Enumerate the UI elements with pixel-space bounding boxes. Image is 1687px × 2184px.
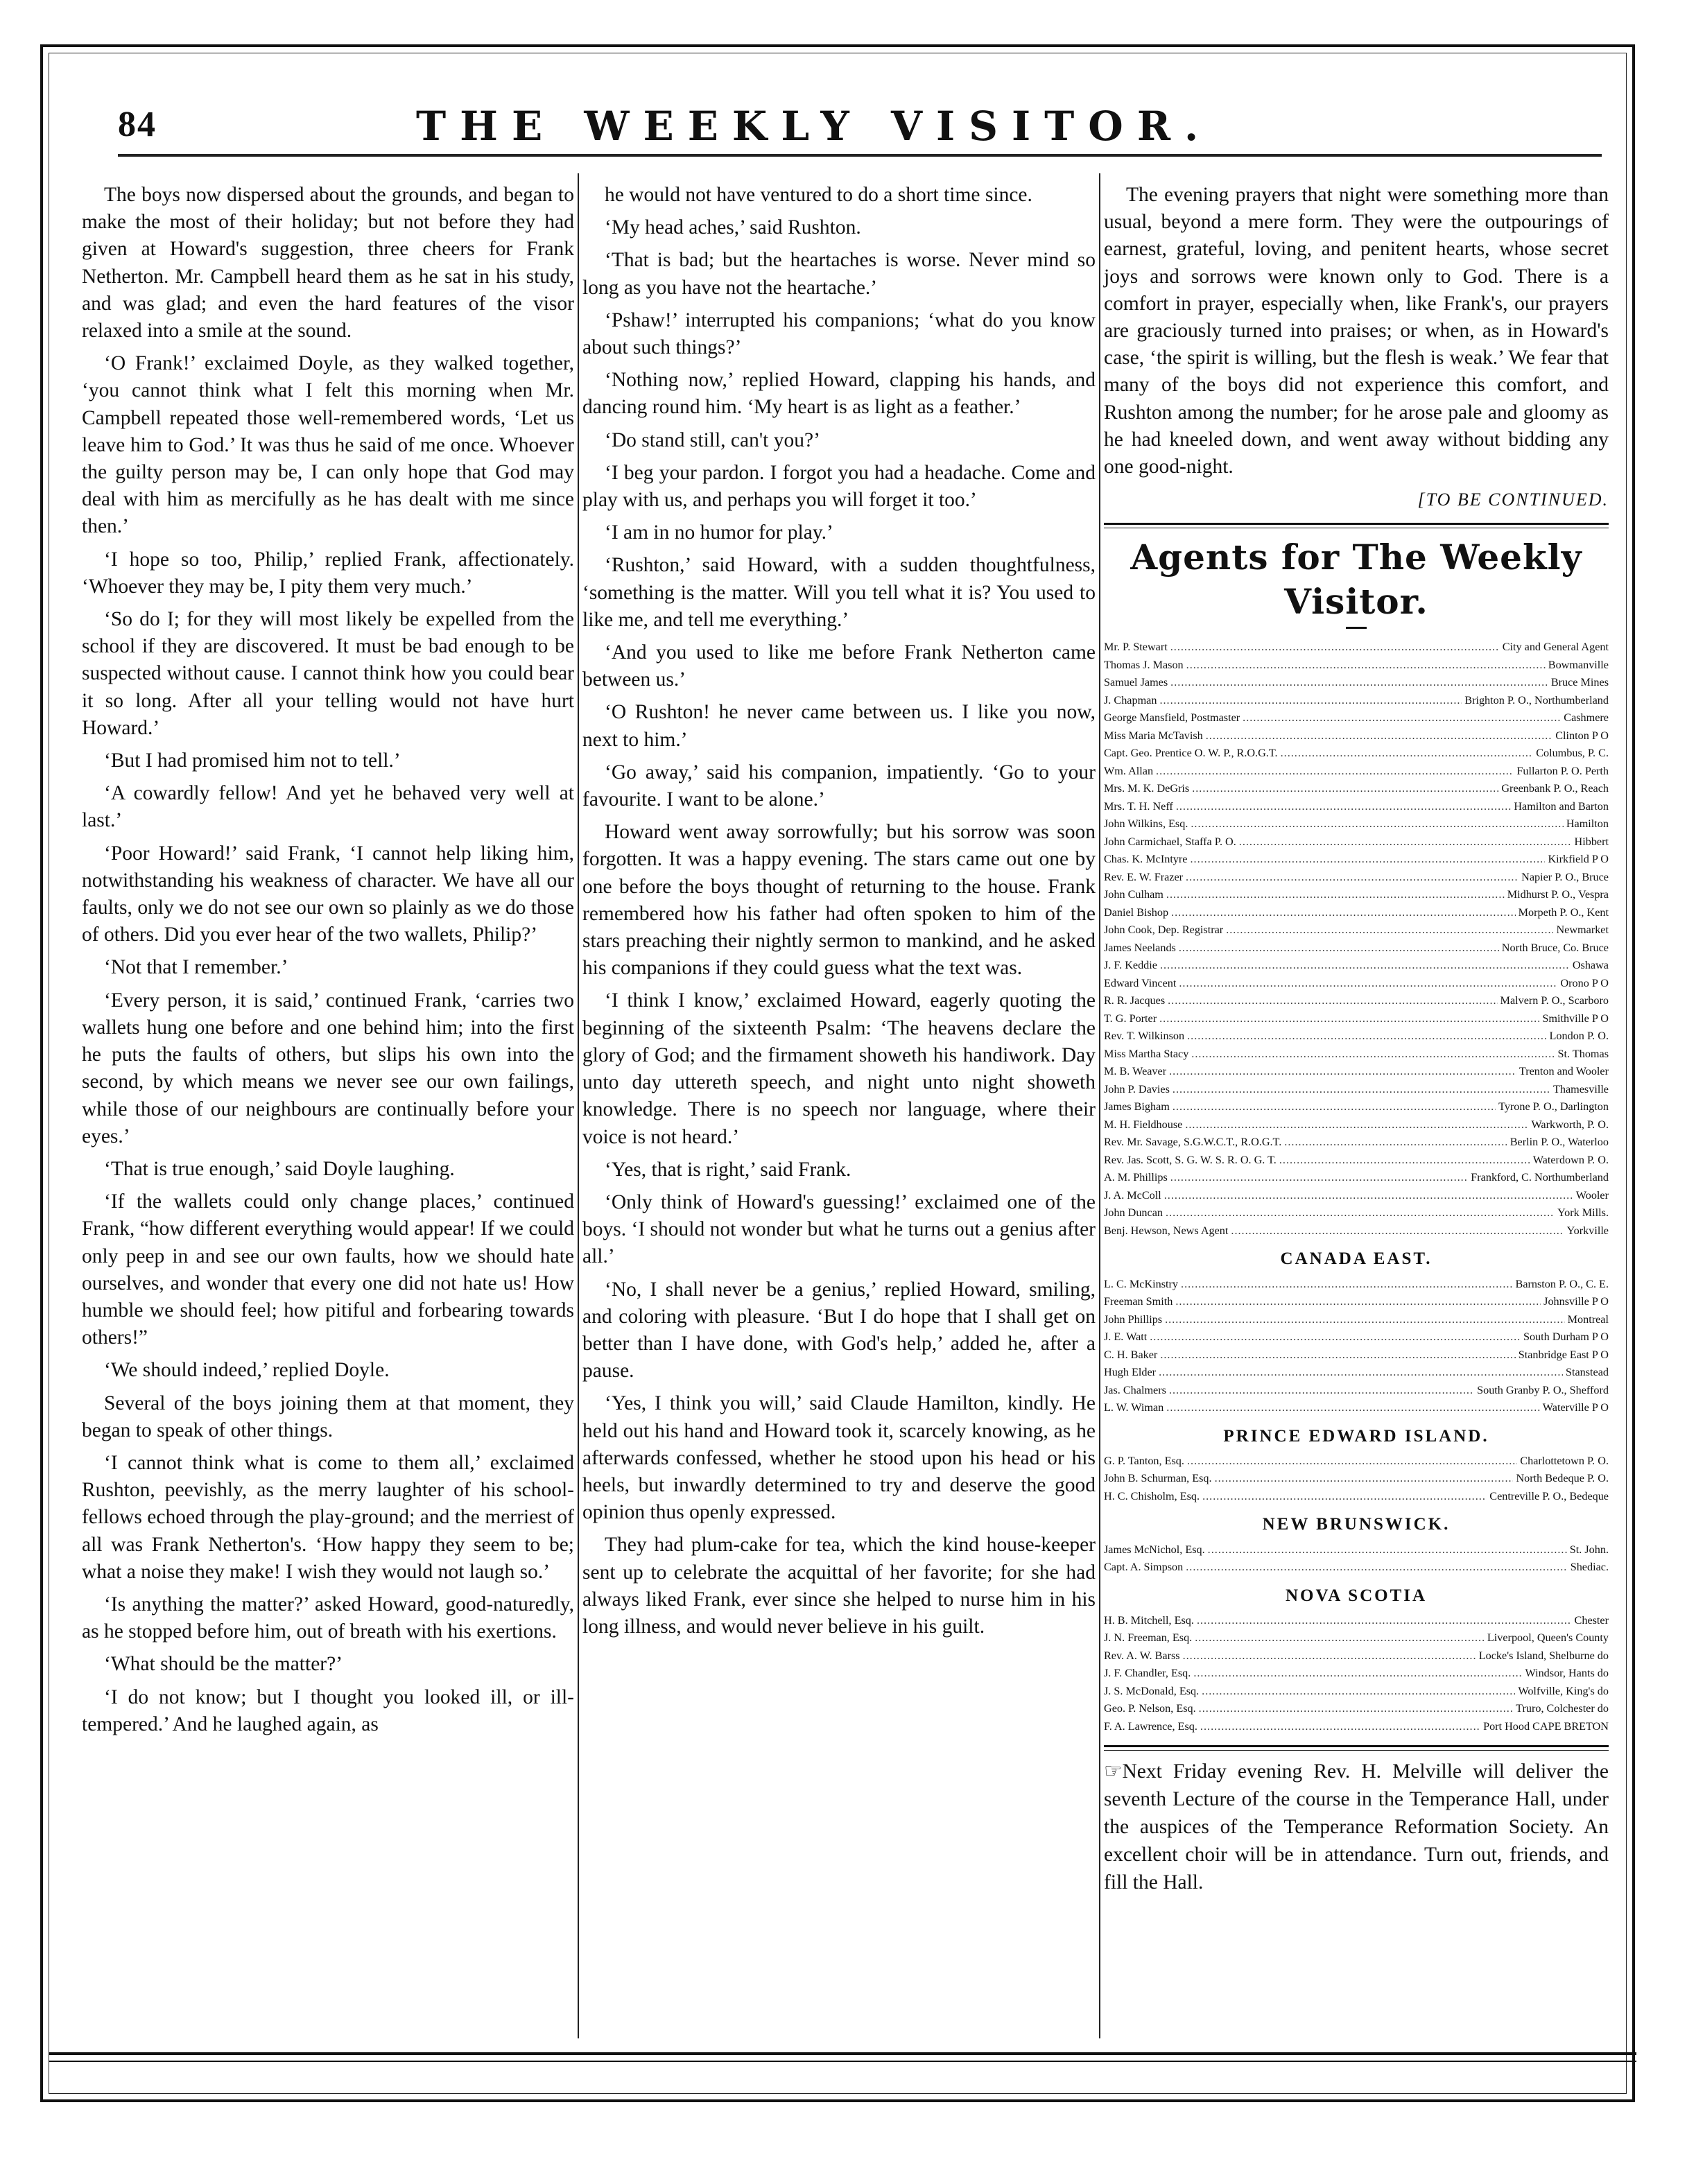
agent-row [1104, 1276, 1609, 1294]
agent-name: Rev. T. Wilkinson [1104, 1030, 1185, 1043]
agent-location: Kirkfield P O [1548, 853, 1609, 866]
agent-name: J. Chapman [1104, 693, 1157, 707]
agent-row [1104, 1488, 1609, 1506]
agent-row [1104, 939, 1609, 957]
leader-dots [1284, 1134, 1507, 1152]
leader-dots [1187, 1453, 1517, 1471]
agent-row [1104, 1169, 1609, 1187]
agent-location: Montreal [1567, 1312, 1609, 1326]
divider [1346, 627, 1367, 629]
agent-location: Bruce Mines [1550, 676, 1609, 689]
paragraph: ‘And you used to like me before Frank Netherton came between us.’ [582, 641, 1096, 691]
leader-dots [1176, 798, 1512, 816]
agent-row [1104, 709, 1609, 727]
agent-location: Waterdown P. O. [1532, 1153, 1609, 1166]
paragraph: The evening prayers that night were something more than usual, beyond a mere form. They were the outpourings of earnest, grateful, loving, and penitent hearts, whose secret joys and sorrows were known only to God. There is a comfort in prayer, especially when, like Frank's, our prayers are graciously turned into praises; or when, as in Howard's case, ‘the spirit is willing, but the flesh is weak.’ We fear that many of the boys did not experience this comfort, and Rushton among the number; for he arose pale and gloomy as he had kneeled down, and went away without bidding any one good-night. [1104, 184, 1609, 478]
agent-location: Columbus, P. C. [1536, 747, 1609, 760]
leader-dots [1164, 1187, 1573, 1205]
agent-row [1104, 992, 1609, 1010]
agent-name: Mr. P. Stewart [1104, 641, 1168, 654]
agent-row [1104, 1152, 1609, 1170]
agent-location: North Bruce, Co. Bruce [1501, 941, 1609, 954]
agent-row [1104, 815, 1609, 833]
leader-dots [1202, 1488, 1487, 1506]
leader-dots [1159, 1010, 1539, 1028]
region-heading: PRINCE EDWARD ISLAND. [1223, 1426, 1489, 1446]
region-heading: NEW BRUNSWICK. [1262, 1515, 1451, 1534]
agent-name: Miss Martha Stacy [1104, 1047, 1189, 1060]
header-rule [118, 154, 1602, 157]
right-column [1104, 182, 1609, 1896]
agent-location: Trenton and Wooler [1519, 1065, 1609, 1078]
agent-name: Mrs. T. H. Neff [1104, 799, 1173, 813]
agent-name: M. H. Fieldhouse [1104, 1118, 1183, 1131]
agent-name: Jas. Chalmers [1104, 1383, 1166, 1396]
agent-name: Rev. A. W. Barss [1104, 1649, 1180, 1662]
leader-dots [1168, 992, 1497, 1010]
paragraph: They had plum-cake for tea, which the kind house-keeper sent up to celebrate the acquittal of her favorite; for she had always liked Frank, ever since she helped to nurse him in his long illness, and would never believe in his guilt. [582, 1534, 1096, 1638]
agent-location: Orono P O [1560, 976, 1609, 989]
agent-location: Yorkville [1566, 1224, 1609, 1237]
paragraph: ‘Nothing now,’ replied Howard, clapping his hands, and dancing round him. ‘My heart is as light as a feather.’ [582, 369, 1096, 419]
paragraph: ‘Pshaw!’ interrupted his companions; ‘what do you know about such things?’ [582, 309, 1096, 359]
divider [1104, 523, 1609, 528]
agent-location: South Durham P O [1523, 1331, 1609, 1344]
leader-dots [1191, 815, 1563, 833]
leader-dots [1179, 939, 1499, 957]
agent-location: Oshawa [1572, 959, 1609, 972]
paragraph: ‘Yes, I think you will,’ said Claude Hamilton, kindly. He held out his hand and Howard took it, scarcely knowing, as he afterwards confessed, whether he stood upon his head or his heels, but inwardly determined to try and deserve the good opinion thus openly expressed. [582, 1392, 1096, 1524]
agent-name: H. C. Chisholm, Esq. [1104, 1489, 1200, 1502]
paragraph: ‘If the wallets could only change places,’ continued Frank, “how different everything would appear! If we could only peep in and see our own faults, how we should hate ourselves, and wonder that every one did not hate us! How humble we should feel; how pitiful and forbearing towards others!” [82, 1190, 574, 1349]
agent-location: Shediac. [1570, 1561, 1609, 1574]
agent-name: John Carmichael, Staffa P. O. [1104, 835, 1236, 848]
agent-row [1104, 1683, 1609, 1701]
paragraph: Several of the boys joining them at that moment, they began to speak of other things. [82, 1392, 574, 1441]
paragraph: ‘My head aches,’ said Rushton. [605, 216, 861, 239]
leader-dots [1202, 1683, 1515, 1701]
leader-dots [1166, 886, 1505, 904]
leader-dots [1170, 1169, 1469, 1187]
paragraph: ‘Do stand still, can't you?’ [605, 428, 820, 451]
paragraph: ‘Every person, it is said,’ continued Frank, ‘carries two wallets hung one before and one behind him; into the first he puts the faults of others, but slips his own into the second, by which means we never see our own failings, while those of our neighbours are continually before your eyes.’ [82, 989, 574, 1147]
agent-row [1104, 1647, 1609, 1665]
leader-dots [1281, 745, 1534, 763]
agent-row [1104, 869, 1609, 887]
leader-dots [1231, 1222, 1564, 1240]
agent-location: Thamesville [1552, 1082, 1609, 1095]
agent-location: Barnston P. O., C. E. [1515, 1277, 1609, 1290]
leader-dots [1191, 1046, 1555, 1064]
agent-name: John Cook, Dep. Registrar [1104, 924, 1224, 937]
paragraph: ‘We should indeed,’ replied Doyle. [104, 1359, 390, 1382]
agent-name: Rev. Jas. Scott, S. G. W. S. R. O. G. T. [1104, 1153, 1277, 1166]
agent-row [1104, 1453, 1609, 1471]
agent-location: Napier P. O., Bruce [1521, 870, 1609, 883]
paragraph: ‘Is anything the matter?’ asked Howard, good-naturedly, as he stopped before him, out of breath with his exertions. [82, 1593, 574, 1643]
agent-name: J. S. McDonald, Esq. [1104, 1684, 1200, 1697]
agent-row [1104, 1116, 1609, 1134]
agent-row [1104, 1718, 1609, 1736]
agent-row [1104, 1629, 1609, 1647]
agent-location: Frankford, C. Northumberland [1471, 1171, 1609, 1184]
agent-name: John Wilkins, Esq. [1104, 817, 1188, 831]
agent-name: J. E. Watt [1104, 1331, 1148, 1344]
leader-dots [1165, 1311, 1565, 1329]
agent-location: Tyrone P. O., Darlington [1498, 1100, 1609, 1113]
paragraph: ‘No, I shall never be a genius,’ replied Howard, smiling, and coloring with pleasure. ‘But I do hope that I shall get on better than I have done, with God's help,’ added he, after a pause. [582, 1278, 1096, 1383]
agent-row [1104, 1081, 1609, 1099]
leader-dots [1160, 957, 1570, 975]
agent-name: F. A. Lawrence, Esq. [1104, 1719, 1197, 1733]
agent-location: Morpeth P. O., Kent [1518, 905, 1609, 919]
agent-row [1104, 1204, 1609, 1222]
leader-dots [1193, 1665, 1522, 1683]
agent-name: J. A. McColl [1104, 1188, 1161, 1202]
leader-dots [1159, 692, 1462, 710]
agent-row [1104, 851, 1609, 869]
paragraph: ‘Go away,’ said his companion, impatiently. ‘Go to your favourite. I want to be alone.’ [582, 761, 1096, 811]
agents-pei [1104, 1453, 1609, 1506]
agent-name: Capt. A. Simpson [1104, 1561, 1184, 1574]
leader-dots [1173, 1098, 1496, 1116]
agent-row [1104, 1346, 1609, 1364]
agent-name: Wm. Allan [1104, 764, 1154, 777]
agent-row [1104, 886, 1609, 904]
paragraph: The boys now dispersed about the grounds, and began to make the most of their holiday; but not before they had given at Howard's suggestion, three cheers for Frank Netherton. Mr. Campbell heard them as he sat in his study, and was glad; and even the hard features of the visor relaxed into a smile at the sound. [82, 184, 574, 343]
leader-dots [1195, 1629, 1485, 1647]
agent-name: M. B. Weaver [1104, 1065, 1167, 1078]
agent-location: York Mills. [1557, 1206, 1609, 1220]
agent-location: Malvern P. O., Scarboro [1500, 994, 1609, 1007]
paragraph: ‘I hope so too, Philip,’ replied Frank, affectionately. ‘Whoever they may be, I pity them very much.’ [82, 548, 574, 598]
agent-name: James Neelands [1104, 941, 1176, 954]
leader-dots [1166, 1204, 1555, 1222]
leader-dots [1186, 869, 1519, 887]
column-rule [1099, 173, 1100, 2038]
page-header [118, 104, 1574, 166]
page-number: 84 [118, 105, 157, 144]
agent-name: Miss Maria McTavish [1104, 729, 1203, 742]
leader-dots [1208, 1541, 1567, 1559]
agent-row [1104, 1311, 1609, 1329]
agent-name: Freeman Smith [1104, 1295, 1173, 1308]
agent-location: Locke's Island, Shelburne do [1478, 1649, 1609, 1662]
agent-row [1104, 1010, 1609, 1028]
continued-notice: [TO BE CONTINUED. [1417, 489, 1609, 510]
agent-name: Samuel James [1104, 676, 1168, 689]
agents-nova-scotia [1104, 1612, 1609, 1736]
leader-dots [1226, 921, 1553, 939]
paragraph: ‘What should be the matter?’ [104, 1653, 343, 1676]
leader-dots [1175, 1293, 1541, 1311]
paragraph: ‘Rushton,’ said Howard, with a sudden thoughtfulness, ‘something is the matter. Will you tell what it is? You used to like me, and tell me everything.’ [582, 554, 1096, 631]
leader-dots [1181, 1276, 1513, 1294]
leader-dots [1206, 727, 1552, 745]
leader-dots [1150, 1328, 1521, 1346]
agent-name: J. F. Keddie [1104, 959, 1157, 972]
agent-name: James Bigham [1104, 1100, 1170, 1113]
agent-location: Stanstead [1565, 1366, 1609, 1379]
agent-name: Rev. E. W. Frazer [1104, 870, 1184, 883]
masthead-title: THE WEEKLY VISITOR. [416, 103, 1213, 150]
agent-row [1104, 1328, 1609, 1346]
leader-dots [1183, 1647, 1476, 1665]
bottom-rule [49, 2052, 1636, 2055]
agent-location: Hamilton [1566, 817, 1609, 831]
agent-row [1104, 1382, 1609, 1400]
agents-upper-canada [1104, 639, 1609, 1240]
paragraph: ‘I beg your pardon. I forgot you had a headache. Come and play with us, and perhaps you will forget it too.’ [582, 461, 1096, 512]
leader-dots [1239, 833, 1572, 851]
story-column-2 [582, 182, 1096, 1646]
agent-location: Port Hood CAPE BRETON [1483, 1719, 1609, 1733]
agent-row [1104, 1134, 1609, 1152]
agent-location: Smithville P O [1542, 1012, 1609, 1025]
agent-row [1104, 1222, 1609, 1240]
agent-location: Hibbert [1574, 835, 1609, 848]
agent-location: St. Thomas [1557, 1047, 1609, 1060]
agent-row [1104, 798, 1609, 816]
agent-row [1104, 1541, 1609, 1559]
agents-new-brunswick [1104, 1541, 1609, 1577]
agent-location: Newmarket [1556, 924, 1609, 937]
leader-dots [1156, 763, 1514, 781]
agent-name: John Phillips [1104, 1312, 1163, 1326]
agent-row [1104, 674, 1609, 692]
agent-location: London P. O. [1549, 1030, 1609, 1043]
leader-dots [1159, 1364, 1563, 1382]
agent-name: Edward Vincent [1104, 976, 1177, 989]
agent-row [1104, 833, 1609, 851]
leader-dots [1215, 1470, 1514, 1488]
paragraph: ‘I think I know,’ exclaimed Howard, eagerly quoting the beginning of the sixteenth Psalm: ‘The heavens declare the glory of God; and the firmament showeth his handiwork. Day unto day uttereth speech, and night unto night showeth knowledge. There is no speech nor language, where their voice is not heard.’ [582, 989, 1096, 1148]
paragraph: ‘O Rushton! he never came between us. I like you now, next to him.’ [582, 701, 1096, 751]
paragraph: ‘O Frank!’ exclaimed Doyle, as they walked together, ‘you cannot think what I felt this morning when Mr. Campbell repeated those well-remembered words, ‘Let us leave him to God.’ It was thus he said of me once. Whoever the guilty person may be, I can only hope that God may deal with him as mercifully as he has dealt with me since then.’ [82, 352, 574, 538]
leader-dots [1169, 1063, 1516, 1081]
agent-location: St. John. [1569, 1543, 1609, 1556]
agent-location: Warkworth, P. O. [1531, 1118, 1609, 1131]
agent-name: Capt. Geo. Prentice O. W. P., R.O.G.T. [1104, 747, 1278, 760]
agents-title: Agents for The Weekly Visitor. [1130, 537, 1582, 623]
story-column-3 [1104, 182, 1609, 480]
agent-location: Greenbank P. O., Reach [1501, 782, 1609, 795]
agent-name: L. C. McKinstry [1104, 1277, 1179, 1290]
agent-row [1104, 1700, 1609, 1718]
leader-dots [1170, 674, 1548, 692]
region-heading: CANADA EAST. [1280, 1249, 1433, 1269]
paragraph: ‘Yes, that is right,’ said Frank. [605, 1158, 851, 1181]
agent-name: John Culham [1104, 888, 1163, 901]
leader-dots [1192, 780, 1498, 798]
agent-row [1104, 1187, 1609, 1205]
agent-name: Thomas J. Mason [1104, 658, 1184, 671]
paragraph: ‘I cannot think what is come to them all,’ exclaimed Rushton, peevishly, as the merry laughter of his school-fellows echoed through the play-ground; and the merriest of all was Frank Netherton's. ‘How happy they seem to be; what a noise they make! I wish they would not laugh so.’ [82, 1451, 574, 1583]
leader-dots [1169, 1382, 1474, 1400]
leader-dots [1185, 1116, 1528, 1134]
lecture-notice: ☞Next Friday evening Rev. H. Melville will deliver the seventh Lecture of the course in the Temperance Hall, under the auspices of the Temperance Reformation Society. An excellent choir will be in attendance. Turn out, friends, and fill the Hall. [1104, 1760, 1609, 1894]
agent-row [1104, 692, 1609, 710]
agent-row [1104, 904, 1609, 922]
agent-row [1104, 727, 1609, 745]
agent-location: Waterville P O [1542, 1401, 1609, 1414]
agent-name: George Mansfield, Postmaster [1104, 711, 1240, 725]
agent-location: Clinton P O [1555, 729, 1609, 742]
agent-name: Rev. Mr. Savage, S.G.W.C.T., R.O.G.T. [1104, 1136, 1282, 1149]
leader-dots [1166, 1399, 1540, 1417]
agent-row [1104, 1063, 1609, 1081]
agent-name: C. H. Baker [1104, 1348, 1158, 1361]
leader-dots [1186, 1559, 1567, 1577]
leader-dots [1186, 657, 1546, 675]
agent-name: T. G. Porter [1104, 1012, 1157, 1025]
agent-row [1104, 763, 1609, 781]
agent-location: Stanbridge East P O [1518, 1348, 1609, 1361]
agent-row [1104, 975, 1609, 993]
paragraph: ‘I do not know; but I thought you looked ill, or ill-tempered.’ And he laughed again, as [82, 1685, 574, 1735]
agent-name: John Duncan [1104, 1206, 1163, 1220]
agent-name: R. R. Jacques [1104, 994, 1166, 1007]
agent-location: Fullarton P. O. Perth [1516, 764, 1609, 777]
region-heading: NOVA SCOTIA [1285, 1586, 1428, 1605]
agent-name: Geo. P. Nelson, Esq. [1104, 1702, 1196, 1715]
agent-name: Mrs. M. K. DeGris [1104, 782, 1190, 795]
paragraph: ‘Not that I remember.’ [104, 956, 288, 979]
agent-name: Chas. K. McIntyre [1104, 853, 1188, 866]
agent-row [1104, 1364, 1609, 1382]
paragraph: ‘So do I; for they will most likely be expelled from the school if they are discovered. It must be bad enough to be suspected without cause. I cannot think how you could bear it so long. After all your telling would not have hurt Howard.’ [82, 608, 574, 739]
agent-location: South Granby P. O., Shefford [1477, 1383, 1609, 1396]
agent-location: Centreville P. O., Bedeque [1489, 1489, 1609, 1502]
leader-dots [1243, 709, 1561, 727]
leader-dots [1171, 904, 1516, 922]
paragraph: ‘But I had promised him not to tell.’ [104, 749, 401, 772]
leader-dots [1170, 639, 1500, 657]
agent-name: J. F. Chandler, Esq. [1104, 1667, 1191, 1680]
leader-dots [1197, 1612, 1572, 1630]
column-rule [578, 173, 579, 2038]
agent-row [1104, 1665, 1609, 1683]
leader-dots [1173, 1081, 1550, 1099]
agent-location: Cashmere [1564, 711, 1609, 725]
leader-dots [1179, 975, 1557, 993]
bottom-rule [49, 2061, 1636, 2062]
agent-row [1104, 1098, 1609, 1116]
paragraph: ‘That is true enough,’ said Doyle laughing. [104, 1157, 455, 1180]
agent-row [1104, 1470, 1609, 1488]
agent-name: John P. Davies [1104, 1082, 1170, 1095]
agent-location: Hamilton and Barton [1514, 799, 1609, 813]
agent-location: Chester [1574, 1613, 1609, 1627]
leader-dots [1187, 1028, 1546, 1046]
agent-row [1104, 1399, 1609, 1417]
leader-dots [1199, 1700, 1514, 1718]
agent-name: Benj. Hewson, News Agent [1104, 1224, 1229, 1237]
leader-dots [1200, 1718, 1480, 1736]
agent-name: G. P. Tanton, Esq. [1104, 1454, 1184, 1467]
leader-dots [1160, 1346, 1515, 1364]
agent-location: Bowmanville [1548, 658, 1609, 671]
paragraph: ‘Only think of Howard's guessing!’ exclaimed one of the boys. ‘I should not wonder but what he turns out a genius after all.’ [582, 1190, 1096, 1268]
agent-location: North Bedeque P. O. [1516, 1472, 1609, 1485]
agent-location: Windsor, Hants do [1525, 1667, 1609, 1680]
agent-row [1104, 639, 1609, 657]
agent-location: Charlottetown P. O. [1520, 1454, 1609, 1467]
agent-row [1104, 1293, 1609, 1311]
paragraph: ‘I am in no humor for play.’ [605, 521, 833, 544]
agent-location: Brighton P. O., Northumberland [1464, 693, 1609, 707]
agent-name: John B. Schurman, Esq. [1104, 1472, 1212, 1485]
agent-name: A. M. Phillips [1104, 1171, 1168, 1184]
agent-name: Daniel Bishop [1104, 905, 1169, 919]
agent-location: City and General Agent [1502, 641, 1609, 654]
agents-canada-east [1104, 1276, 1609, 1417]
story-column-1 [82, 182, 574, 1744]
agent-row [1104, 1046, 1609, 1064]
leader-dots [1279, 1152, 1530, 1170]
paragraph: he would not have ventured to do a short time since. [605, 184, 1032, 206]
agent-row [1104, 657, 1609, 675]
agent-location: Johnsville P O [1543, 1295, 1609, 1308]
agent-name: L. W. Wiman [1104, 1401, 1164, 1414]
agent-name: J. N. Freeman, Esq. [1104, 1631, 1193, 1645]
agent-row [1104, 780, 1609, 798]
agent-row [1104, 957, 1609, 975]
divider [1104, 1745, 1609, 1751]
paragraph: ‘That is bad; but the heartaches is worse. Never mind so long as you have not the heartache.’ [582, 249, 1096, 299]
paragraph: Howard went away sorrowfully; but his sorrow was soon forgotten. It was a happy evening. The stars came out one by one before the boys thought of returning to the house. Frank remembered how his father had often spoken to him of the stars preaching their nightly sermon to mankind, and he asked his companions if they could guess what the text was. [582, 821, 1096, 980]
agent-location: Berlin P. O., Waterloo [1509, 1136, 1609, 1149]
agent-row [1104, 921, 1609, 939]
paragraph: ‘A cowardly fellow! And yet he behaved very well at last.’ [82, 782, 574, 832]
agent-row [1104, 1612, 1609, 1630]
agent-row [1104, 1559, 1609, 1577]
paragraph: ‘Poor Howard!’ said Frank, ‘I cannot help liking him, notwithstanding his weakness of character. We have all our faults, only we do not see our own so plainly as we do those of others. Did you ever hear of the two wallets, Philip?’ [82, 842, 574, 946]
agent-name: H. B. Mitchell, Esq. [1104, 1613, 1194, 1627]
agent-name: Hugh Elder [1104, 1366, 1157, 1379]
agent-location: Liverpool, Queen's County [1487, 1631, 1609, 1645]
agent-name: James McNichol, Esq. [1104, 1543, 1205, 1556]
agent-location: Wooler [1575, 1188, 1609, 1202]
leader-dots [1190, 851, 1545, 869]
agent-row [1104, 1028, 1609, 1046]
agent-location: Truro, Colchester do [1516, 1702, 1609, 1715]
agent-row [1104, 745, 1609, 763]
agent-location: Wolfville, King's do [1518, 1684, 1609, 1697]
agent-location: Midhurst P. O., Vespra [1507, 888, 1609, 901]
